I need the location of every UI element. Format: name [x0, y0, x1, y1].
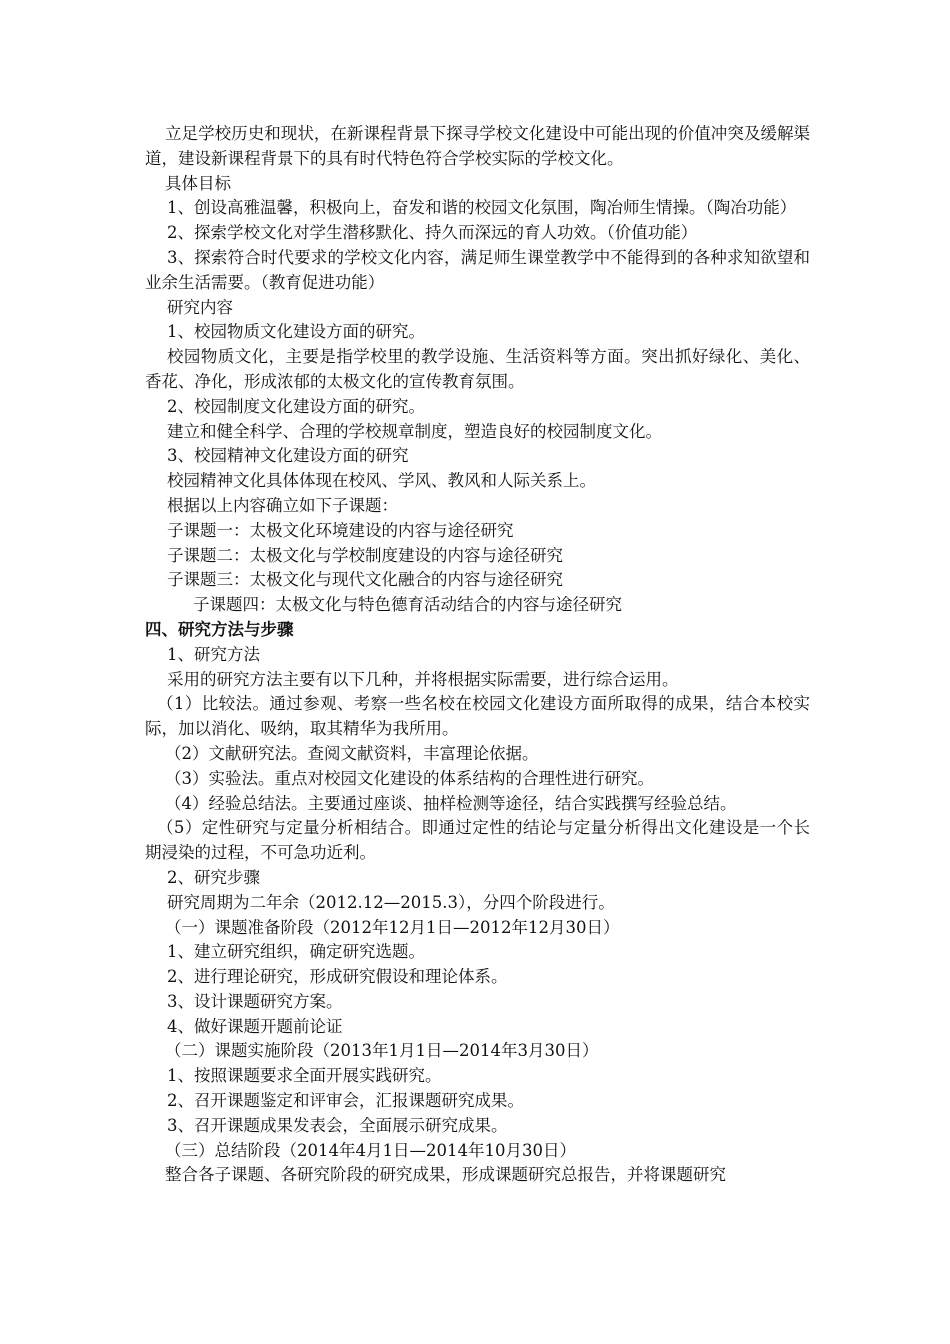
paragraph: 子课题三：太极文化与现代文化融合的内容与途径研究: [167, 570, 563, 590]
paragraph: 2、探索学校文化对学生潜移默化、持久而深远的育人功效。（价值功能）: [167, 223, 698, 243]
paragraph: 立足学校历史和现状，在新课程背景下探寻学校文化建设中可能出现的价值冲突及缓解渠道，建设新课程背景下的具有时代特色符合学校实际的学校文化。: [145, 124, 810, 168]
paragraph: 建立和健全科学、合理的学校规章制度，塑造良好的校园制度文化。: [167, 421, 662, 441]
paragraph: （1）比较法。通过参观、考察一些名校在校园文化建设方面所取得的成果，结合本校实际，加以消化、吸纳，取其精华为我所用。: [145, 694, 810, 739]
paragraph: 研究内容: [167, 297, 233, 317]
paragraph: 4、做好课题开题前论证: [167, 1016, 343, 1036]
paragraph: 采用的研究方法主要有以下几种，并将根据实际需要，进行综合运用。: [167, 669, 679, 689]
paragraph: 校园精神文化具体体现在校风、学风、教风和人际关系上。: [167, 471, 596, 491]
paragraph: 3、探索符合时代要求的学校文化内容，满足师生课堂教学中不能得到的各种求知欲望和业余生活需要。（教育促进功能）: [145, 247, 810, 292]
paragraph: 研究周期为二年余（2012.12—2015.3），分四个阶段进行。: [167, 892, 615, 912]
paragraph: 根据以上内容确立如下子课题：: [167, 495, 398, 515]
paragraph: （2）文献研究法。查阅文献资料，丰富理论依据。: [165, 743, 539, 763]
paragraph: 1、按照课题要求全面开展实践研究。: [167, 1066, 442, 1086]
paragraph: 子课题四：太极文化与特色德育活动结合的内容与途径研究: [193, 595, 622, 615]
paragraph: 整合各子课题、各研究阶段的研究成果，形成课题研究总报告，并将课题研究: [165, 1165, 726, 1185]
paragraph: （二）课题实施阶段（2013年1月1日—2014年3月30日）: [165, 1041, 599, 1061]
paragraph: （一）课题准备阶段（2012年12月1日—2012年12月30日）: [165, 917, 620, 937]
paragraph: 1、创设高雅温馨，积极向上，奋发和谐的校园文化氛围，陶冶师生情操。（陶冶功能）: [167, 198, 797, 218]
paragraph: 子课题一：太极文化环境建设的内容与途径研究: [167, 520, 514, 540]
paragraph: （4）经验总结法。主要通过座谈、抽样检测等途径，结合实践撰写经验总结。: [165, 793, 737, 813]
paragraph: 3、校园精神文化建设方面的研究: [167, 446, 409, 466]
paragraph: 2、召开课题鉴定和评审会，汇报课题研究成果。: [167, 1091, 524, 1111]
document-body: [145, 122, 810, 1188]
paragraph: 2、研究步骤: [167, 867, 260, 887]
paragraph: 2、进行理论研究，形成研究假设和理论体系。: [167, 967, 508, 987]
paragraph: 1、研究方法: [167, 644, 260, 664]
paragraph: 2、校园制度文化建设方面的研究。: [167, 396, 425, 416]
paragraph: （三）总结阶段（2014年4月1日—2014年10月30日）: [165, 1140, 576, 1160]
paragraph: 校园物质文化，主要是指学校里的教学设施、生活资料等方面。突出抓好绿化、美化、香花、净化，形成浓郁的太极文化的宣传教育氛围。: [145, 347, 810, 391]
paragraph: 1、建立研究组织，确定研究选题。: [167, 942, 425, 962]
section-heading: 四、研究方法与步骤: [145, 619, 294, 639]
paragraph: 1、校园物质文化建设方面的研究。: [167, 322, 425, 342]
paragraph: 3、召开课题成果发表会，全面展示研究成果。: [167, 1115, 508, 1135]
paragraph: 3、设计课题研究方案。: [167, 991, 343, 1011]
paragraph: （3）实验法。重点对校园文化建设的体系结构的合理性进行研究。: [165, 768, 654, 788]
paragraph: 子课题二：太极文化与学校制度建设的内容与途径研究: [167, 545, 563, 565]
paragraph: （5）定性研究与定量分析相结合。即通过定性的结论与定量分析得出文化建设是一个长期浸染的过程，不可急功近利。: [145, 818, 810, 863]
paragraph: 具体目标: [165, 173, 231, 193]
